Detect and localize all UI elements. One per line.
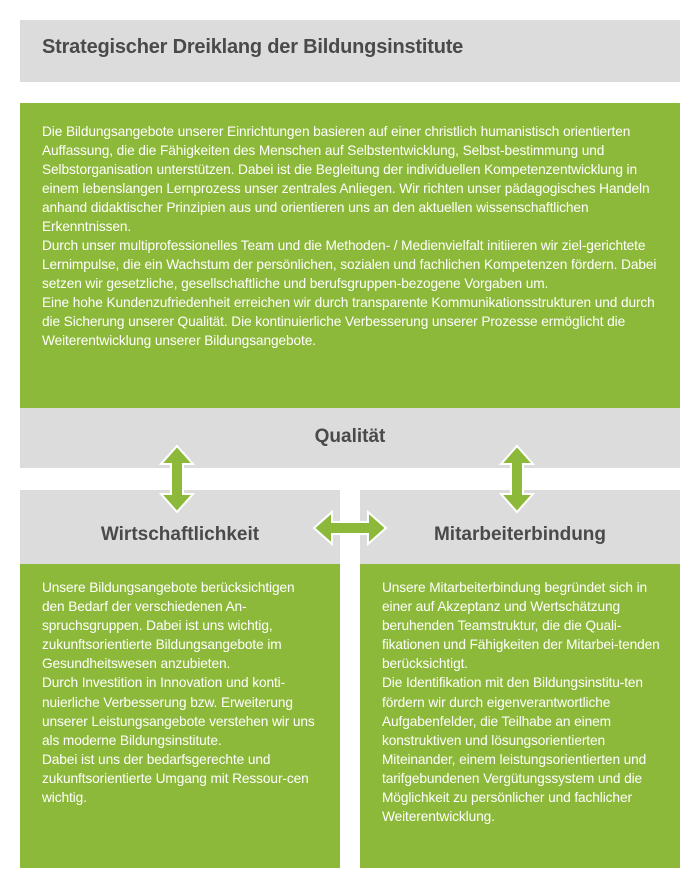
main-description — [20, 103, 680, 408]
main-paragraph-1: Die Bildungsangebote unserer Einrichtungen basieren auf einer christlich humanistisch orientierten Auffassung, die die Fähigkeiten des Menschen auf Selbstentwicklung, Selbst-bestimmung und Selbstorganisation unterstützen. Dabei ist die Begleitung der individuellen Kompetenzentwicklung in einem lebenslangen Lernprozess unser zentrales Anliegen. Wir richten unser pädagogisches Handeln anhand didaktischer Prinzipien aus und orientieren uns an den aktuellen wissenschaftlichen Erkenntnissen. — [42, 124, 650, 234]
qualitaet-heading: Qualität — [20, 408, 680, 468]
main-paragraph-3: Eine hohe Kundenzufriedenheit erreichen wir durch transparente Kommunikationsstrukturen und durch die Sicherung unserer Qualität. Die kontinuierliche Verbesserung unserer Prozesse ermöglicht die Weiterentwicklung unserer Bildungsangebote. — [42, 295, 655, 348]
wirtschaftlichkeit-heading: Wirtschaftlichkeit — [20, 490, 340, 564]
mitarbeiterbindung-paragraph-1: Unsere Mitarbeiterbindung begründet sich in einer auf Akzeptanz und Wertschätzung beruhenden Teamstruktur, die die Quali-fikationen und Fähigkeiten der Mitarbei-tenden berücksichtigt. — [382, 580, 660, 672]
main-paragraph-2: Durch unser multiprofessionelles Team und die Methoden- / Medienvielfalt initiieren wir ziel-gerichtete Lernimpulse, die ein Wachstum der persönlichen, sozialen und fachlichen Kompetenzen fördern. Dabei setzen wir gesetzliche, gesellschaftliche und berufsgruppen-bezogene Vorgaben um. — [42, 238, 657, 291]
double-arrow-vertical-left-icon — [157, 444, 197, 514]
double-arrow-horizontal-icon — [312, 508, 388, 548]
wirtschaftlichkeit-paragraph-1: Unsere Bildungsangebote berücksichtigen den Bedarf der verschiedenen An-spruchsgruppen. Dabei ist uns wichtig, zukunftsorientierte Bildungsangebote im Gesundheitswesen anzubieten. — [42, 580, 295, 672]
wirtschaftlichkeit-description — [20, 564, 340, 868]
wirtschaftlichkeit-paragraph-2: Durch Investition in Innovation und konti-nuierliche Verbesserung bzw. Erweiterung unserer Leistungsangebote verstehen wir uns als moderne Bildungsinstitute. — [42, 675, 315, 748]
page-title: Strategischer Dreiklang der Bildungsinstitute — [20, 20, 680, 82]
wirtschaftlichkeit-paragraph-3: Dabei ist uns der bedarfsgerechte und zukunftsorientierte Umgang mit Ressour-cen wichtig. — [42, 751, 309, 806]
mitarbeiterbindung-description — [360, 564, 680, 868]
double-arrow-vertical-right-icon — [497, 444, 537, 514]
mitarbeiterbindung-heading: Mitarbeiterbindung — [360, 490, 680, 564]
mitarbeiterbindung-paragraph-2: Die Identifikation mit den Bildungsinstitu-ten fördern wir durch eigenverantwortliche Aufgabenfelder, die Teilhabe an einem konstruktiven und lösungsorientierten Miteinander, einem leistungsorientierten und tarifgebundenen Vergütungssystem und die Möglichkeit zu persönlicher und fachlicher Weiterentwicklung. — [382, 675, 647, 825]
